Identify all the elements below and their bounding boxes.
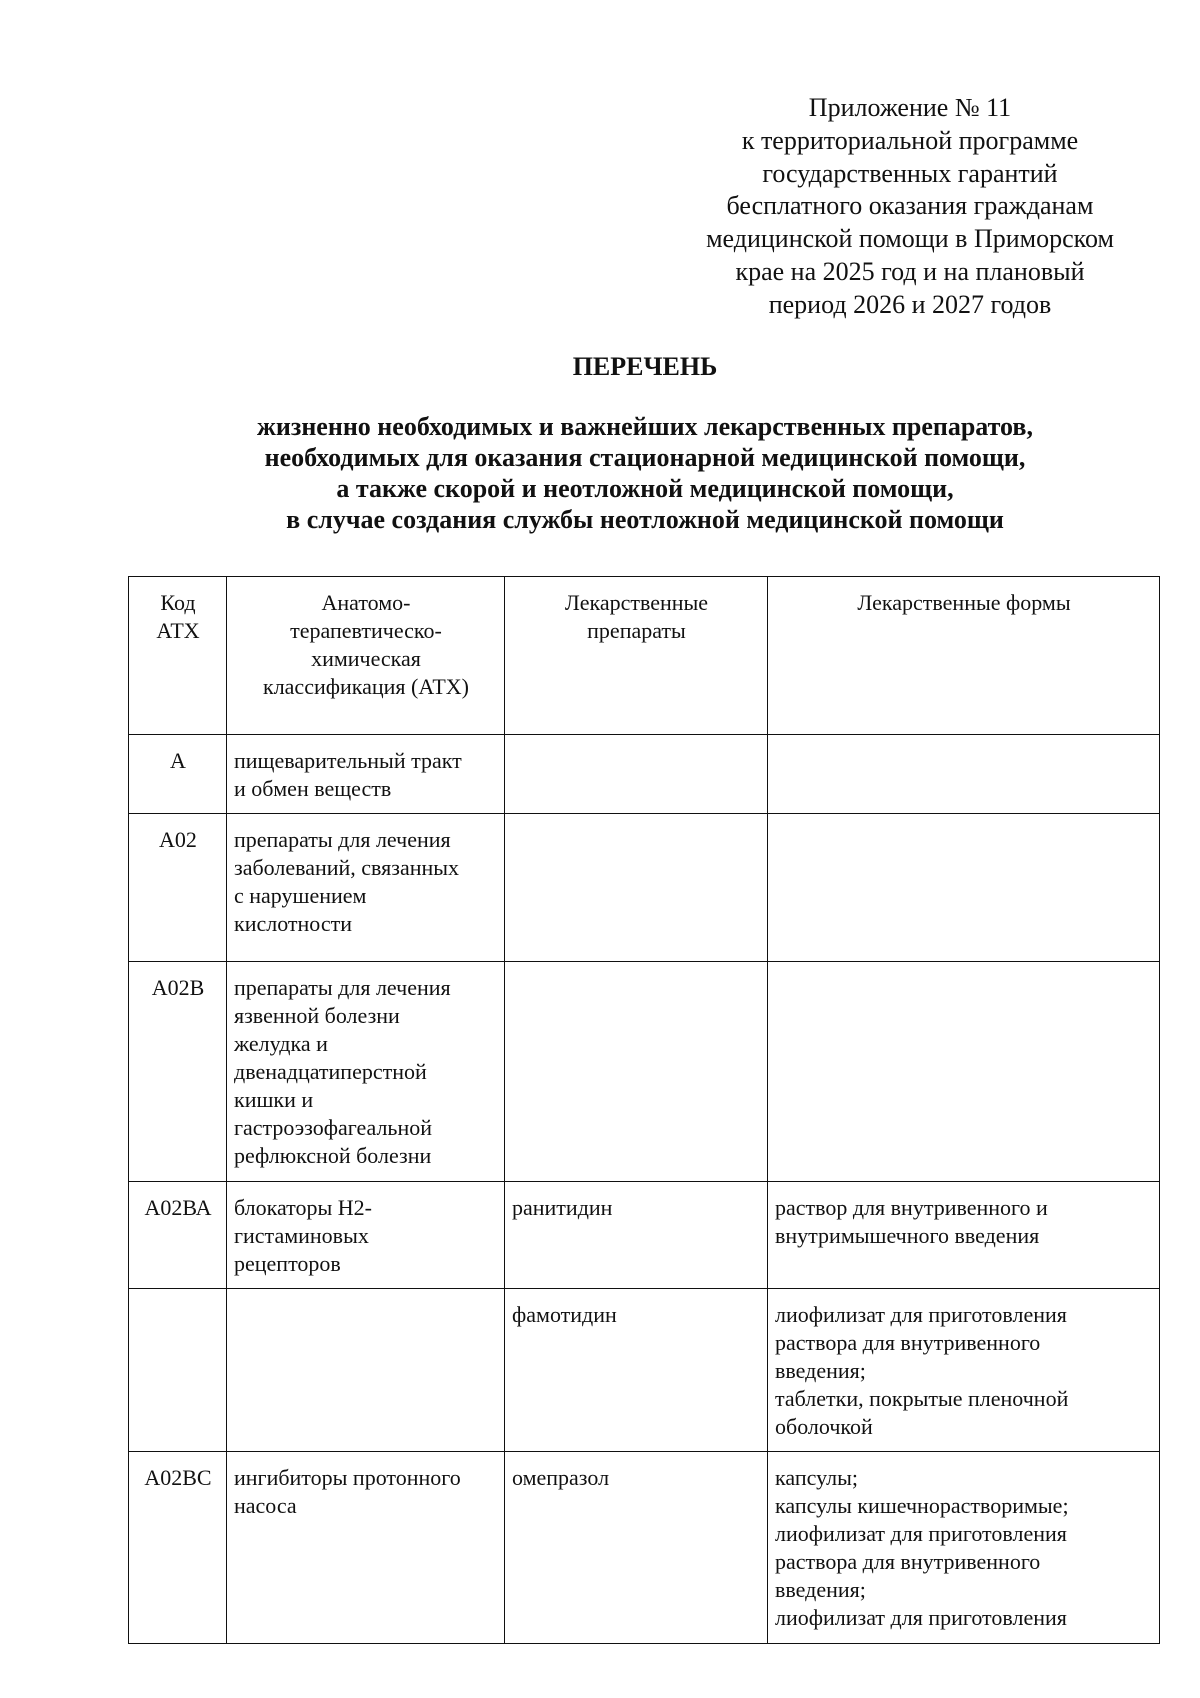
cell-forms: капсулы; капсулы кишечнорастворимые; лиофилизат для приготовления раствора для внутривенного введения; лиофилизат для приготовления	[768, 1452, 1160, 1644]
cell-drug: ранитидин	[505, 1182, 768, 1289]
cell-code: А02ВА	[129, 1182, 227, 1289]
annex-line: государственных гарантий	[762, 158, 1058, 188]
cell-forms: лиофилизат для приготовления раствора для внутривенного введения; таблетки, покрытые пленочной оболочкой	[768, 1289, 1160, 1452]
cell-drug	[505, 814, 768, 962]
cell-forms	[768, 962, 1160, 1182]
cell-classification: препараты для лечения заболеваний, связанных с нарушением кислотности	[227, 814, 505, 962]
cell-forms: раствор для внутривенного и внутримышечного введения	[768, 1182, 1160, 1289]
cell-drug: омепразол	[505, 1452, 768, 1644]
document-subtitle	[0, 411, 1200, 535]
subtitle-line: в случае создания службы неотложной медицинской помощи	[286, 505, 1004, 534]
subtitle-line: необходимых для оказания стационарной медицинской помощи,	[264, 443, 1026, 472]
cell-code: А02ВС	[129, 1452, 227, 1644]
subtitle-line: жизненно необходимых и важнейших лекарственных препаратов,	[257, 412, 1033, 441]
cell-code: А02В	[129, 962, 227, 1182]
cell-drug	[505, 962, 768, 1182]
table-row	[129, 814, 1160, 962]
table-header-row	[129, 577, 1160, 735]
cell-code: А	[129, 735, 227, 814]
header-classification: Анатомо- терапевтическо- химическая классификация (АТХ)	[227, 577, 505, 735]
annex-line: к территориальной программе	[741, 125, 1079, 155]
annex-line: крае на 2025 год и на плановый	[735, 256, 1085, 286]
header-code: Код АТХ	[129, 577, 227, 735]
table-row	[129, 962, 1160, 1182]
annex-header	[660, 92, 1160, 322]
cell-drug	[505, 735, 768, 814]
annex-line: период 2026 и 2027 годов	[768, 289, 1052, 319]
drugs-table	[128, 576, 1160, 1644]
table-row	[129, 735, 1160, 814]
header-forms: Лекарственные формы	[768, 577, 1160, 735]
subtitle-line: а также скорой и неотложной медицинской помощи,	[336, 474, 954, 503]
document-heading: ПЕРЕЧЕНЬ	[572, 352, 718, 381]
cell-forms	[768, 735, 1160, 814]
cell-drug: фамотидин	[505, 1289, 768, 1452]
table-row	[129, 1452, 1160, 1644]
cell-forms	[768, 814, 1160, 962]
cell-classification: пищеварительный тракт и обмен веществ	[227, 735, 505, 814]
header-drugs: Лекарственные препараты	[505, 577, 768, 735]
annex-line: медицинской помощи в Приморском	[706, 224, 1114, 254]
cell-code	[129, 1289, 227, 1452]
cell-classification: блокаторы Н2- гистаминовых рецепторов	[227, 1182, 505, 1289]
cell-code: А02	[129, 814, 227, 962]
annex-line: Приложение № 11	[808, 93, 1012, 122]
cell-classification: ингибиторы протонного насоса	[227, 1452, 505, 1644]
table-row	[129, 1289, 1160, 1452]
cell-classification: препараты для лечения язвенной болезни желудка и двенадцатиперстной кишки и гастроэзофагеальной рефлюксной болезни	[227, 962, 505, 1182]
table-row	[129, 1182, 1160, 1289]
cell-classification	[227, 1289, 505, 1452]
annex-line: бесплатного оказания гражданам	[726, 191, 1094, 221]
